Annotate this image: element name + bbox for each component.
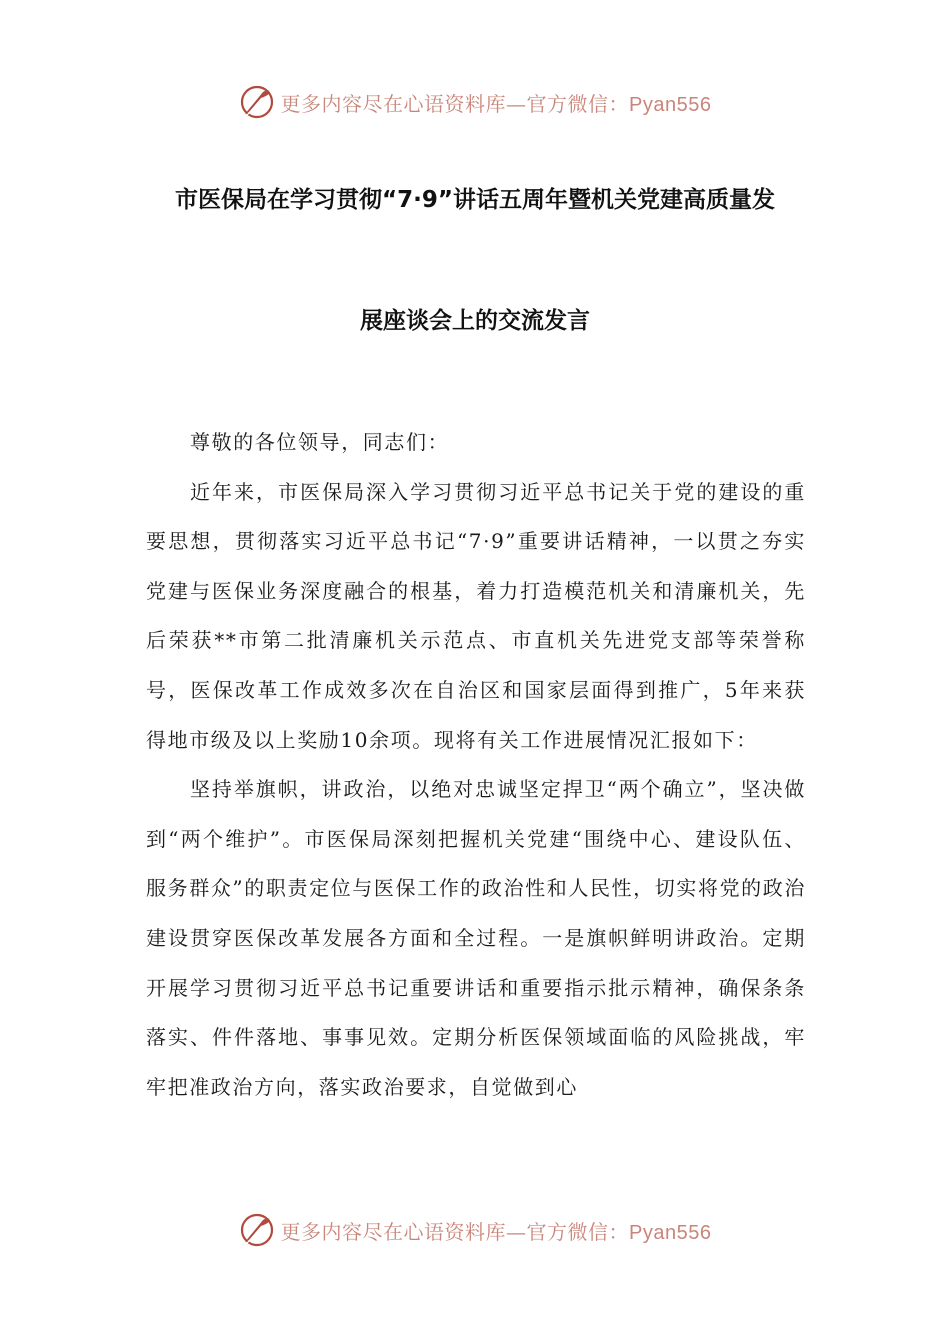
watermark-text: 更多内容尽在心语资料库—官方微信：Pyan556 [280,91,712,116]
wechat-id: Pyan556 [629,1221,712,1244]
watermark-text: 更多内容尽在心语资料库—官方微信：Pyan556 [280,1219,712,1244]
quill-pen-circle-icon [239,1212,275,1248]
wechat-id: Pyan556 [629,93,712,116]
footer-watermark [0,1210,950,1250]
header-watermark [0,82,950,122]
salutation-paragraph: 尊敬的各位领导，同志们： [190,430,450,454]
document-title-line-1: 市医保局在学习贯彻“7·9”讲话五周年暨机关党建高质量发 [175,187,775,213]
quill-pen-circle-icon [239,84,275,120]
body-paragraph: 坚持举旗帜，讲政治，以绝对忠诚坚定捍卫“两个确立”，坚决做到“两个维护”。市医保局深刻把握机关党建“围绕中心、建设队伍、服务群众”的职责定位与医保工作的政治性和人民性，切实将党的政治建设贯穿医保改革发展各方面和全过程。一是旗帜鲜明讲政治。定期开展学习贯彻习近平总书记重要讲话和重要指示批示精神，确保条条落实、件件落地、事事见效。定期分析医保领域面临的风险挑战，牢牢把准政治方向，落实政治要求，自觉做到心 [146,777,806,1099]
document-title-line-2: 展座谈会上的交流发言 [360,308,590,334]
document-body [146,418,806,1112]
body-paragraph: 近年来，市医保局深入学习贯彻习近平总书记关于党的建设的重要思想，贯彻落实习近平总书记“7·9”重要讲话精神，一以贯之夯实党建与医保业务深度融合的根基，着力打造模范机关和清廉机关，先后荣获**市第二批清廉机关示范点、市直机关先进党支部等荣誉称号，医保改革工作成效多次在自治区和国家层面得到推广，5年来获得地市级及以上奖励10余项。现将有关工作进展情况汇报如下： [146,479,806,752]
